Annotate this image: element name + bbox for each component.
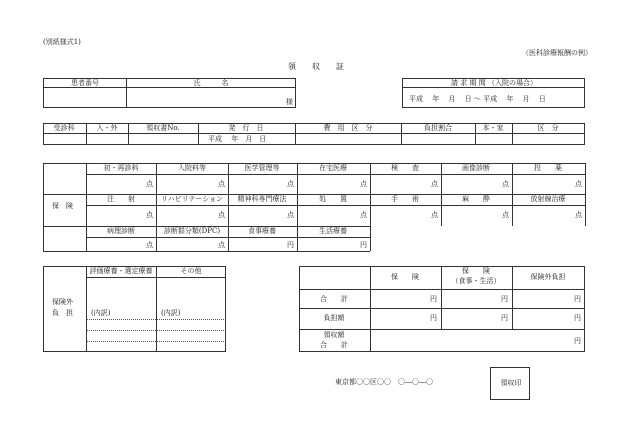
billing-period-label: 請 求 期 間 （入院の場合）: [451, 79, 537, 87]
ins-label-kensa: 検 査: [391, 164, 419, 172]
yen-unit: 円: [501, 314, 508, 322]
visit-table: [43, 123, 585, 145]
issue-date-value: 平成 年 月 日: [208, 135, 267, 143]
unit-point: 点: [146, 180, 153, 188]
principal-family-label: 本・家: [482, 124, 504, 132]
receipt-stamp-box: [490, 367, 530, 400]
issue-date-label: 発 行 日: [228, 124, 264, 132]
unit-point: 点: [287, 211, 294, 219]
ins-label-seikatsu: 生活療養: [319, 227, 347, 235]
unit-point: 点: [218, 180, 225, 188]
ins-label-toyaku: 投 薬: [534, 164, 562, 172]
form-label: (別紙様式1): [43, 38, 81, 46]
yen-unit: 円: [574, 314, 581, 322]
ins-label-hoshasen: 放射線治療: [530, 195, 566, 203]
selected-care-label: 評価療養・選定療養: [89, 267, 153, 275]
unit-point: 点: [287, 180, 294, 188]
ins-label-nyuin: 入院料等: [178, 164, 206, 172]
clinic-address: 東京都〇〇区〇〇 〇―〇―〇: [335, 378, 433, 386]
other-label: その他: [180, 267, 202, 275]
yen-unit: 円: [430, 314, 437, 322]
ins-label-gazo: 画像診断: [462, 164, 490, 172]
unit-point: 点: [502, 180, 509, 188]
summary-uninsured-header: 保険外負担: [530, 273, 566, 281]
unit-yen: 円: [287, 241, 294, 249]
yen-unit: 円: [574, 337, 581, 345]
uninsured-side-label: 保険外: [52, 298, 73, 306]
row-receipt-label-sub: 合 計: [320, 341, 348, 349]
unit-point: 点: [218, 211, 225, 219]
unit-point: 点: [218, 241, 225, 249]
yen-unit: 円: [430, 295, 437, 303]
department-label: 受診科: [53, 124, 75, 132]
billing-period-value: 平成 年 月 日 〜 平成 年 月 日: [409, 95, 546, 103]
ins-label-seishin: 精神科専門療法: [237, 195, 287, 203]
summary-meal-header-sub: （食事・生活）: [451, 277, 501, 285]
unit-point: 点: [575, 211, 582, 219]
detail-label: (内訳): [161, 309, 181, 317]
summary-meal-header: 保 険: [462, 267, 490, 275]
ins-label-shochi: 処 置: [319, 195, 347, 203]
ins-label-shujutsu: 手 術: [391, 195, 419, 203]
ins-label-masui: 麻 酔: [462, 195, 490, 203]
row-receipt-label: 領収額: [323, 331, 345, 339]
ins-label-zaitaku: 在宅医療: [319, 164, 347, 172]
yen-unit: 円: [574, 295, 581, 303]
patient-no-label: 患者番号: [71, 79, 99, 87]
page-title: 領 収 証: [288, 62, 344, 71]
receipt-no-label: 領収書No.: [146, 124, 180, 132]
unit-point: 点: [146, 211, 153, 219]
unit-point: 点: [360, 180, 367, 188]
ins-label-shoshin: 初・再診料: [103, 164, 139, 172]
unit-point: 点: [431, 180, 438, 188]
unit-yen: 円: [360, 241, 367, 249]
burden-ratio-label: 負担割合: [424, 124, 452, 132]
example-label: （医科診療報酬の例）: [522, 49, 592, 57]
row-total-label: 合 計: [320, 295, 348, 303]
ins-label-dpc: 診断群分類(DPC): [163, 227, 221, 235]
sama-label: 様: [286, 98, 293, 106]
unit-point: 点: [575, 180, 582, 188]
ins-label-igaku: 医学管理等: [244, 164, 280, 172]
classification-label: 区 分: [537, 124, 559, 132]
ins-label-byori: 病理診断: [107, 227, 135, 235]
unit-point: 点: [502, 211, 509, 219]
ins-label-shokuji: 食事療養: [248, 227, 276, 235]
ins-label-chusha: 注 射: [107, 195, 135, 203]
detail-label: (内訳): [91, 309, 111, 317]
unit-point: 点: [431, 211, 438, 219]
unit-point: 点: [360, 211, 367, 219]
cost-category-label: 費 用 区 分: [323, 124, 373, 132]
row-burden-label: 負担額: [323, 314, 345, 322]
receipt-stamp-label: 領収印: [500, 379, 522, 387]
in-out-label: 入・外: [96, 124, 118, 132]
uninsured-side-label: 負 担: [52, 309, 73, 317]
summary-insured-header: 保 険: [391, 273, 419, 281]
unit-point: 点: [146, 241, 153, 249]
yen-unit: 円: [501, 295, 508, 303]
ins-label-rehab: リハビリテーション: [160, 195, 224, 203]
name-label: 氏 名: [193, 79, 229, 87]
insurance-side-label: 保 険: [52, 202, 73, 210]
